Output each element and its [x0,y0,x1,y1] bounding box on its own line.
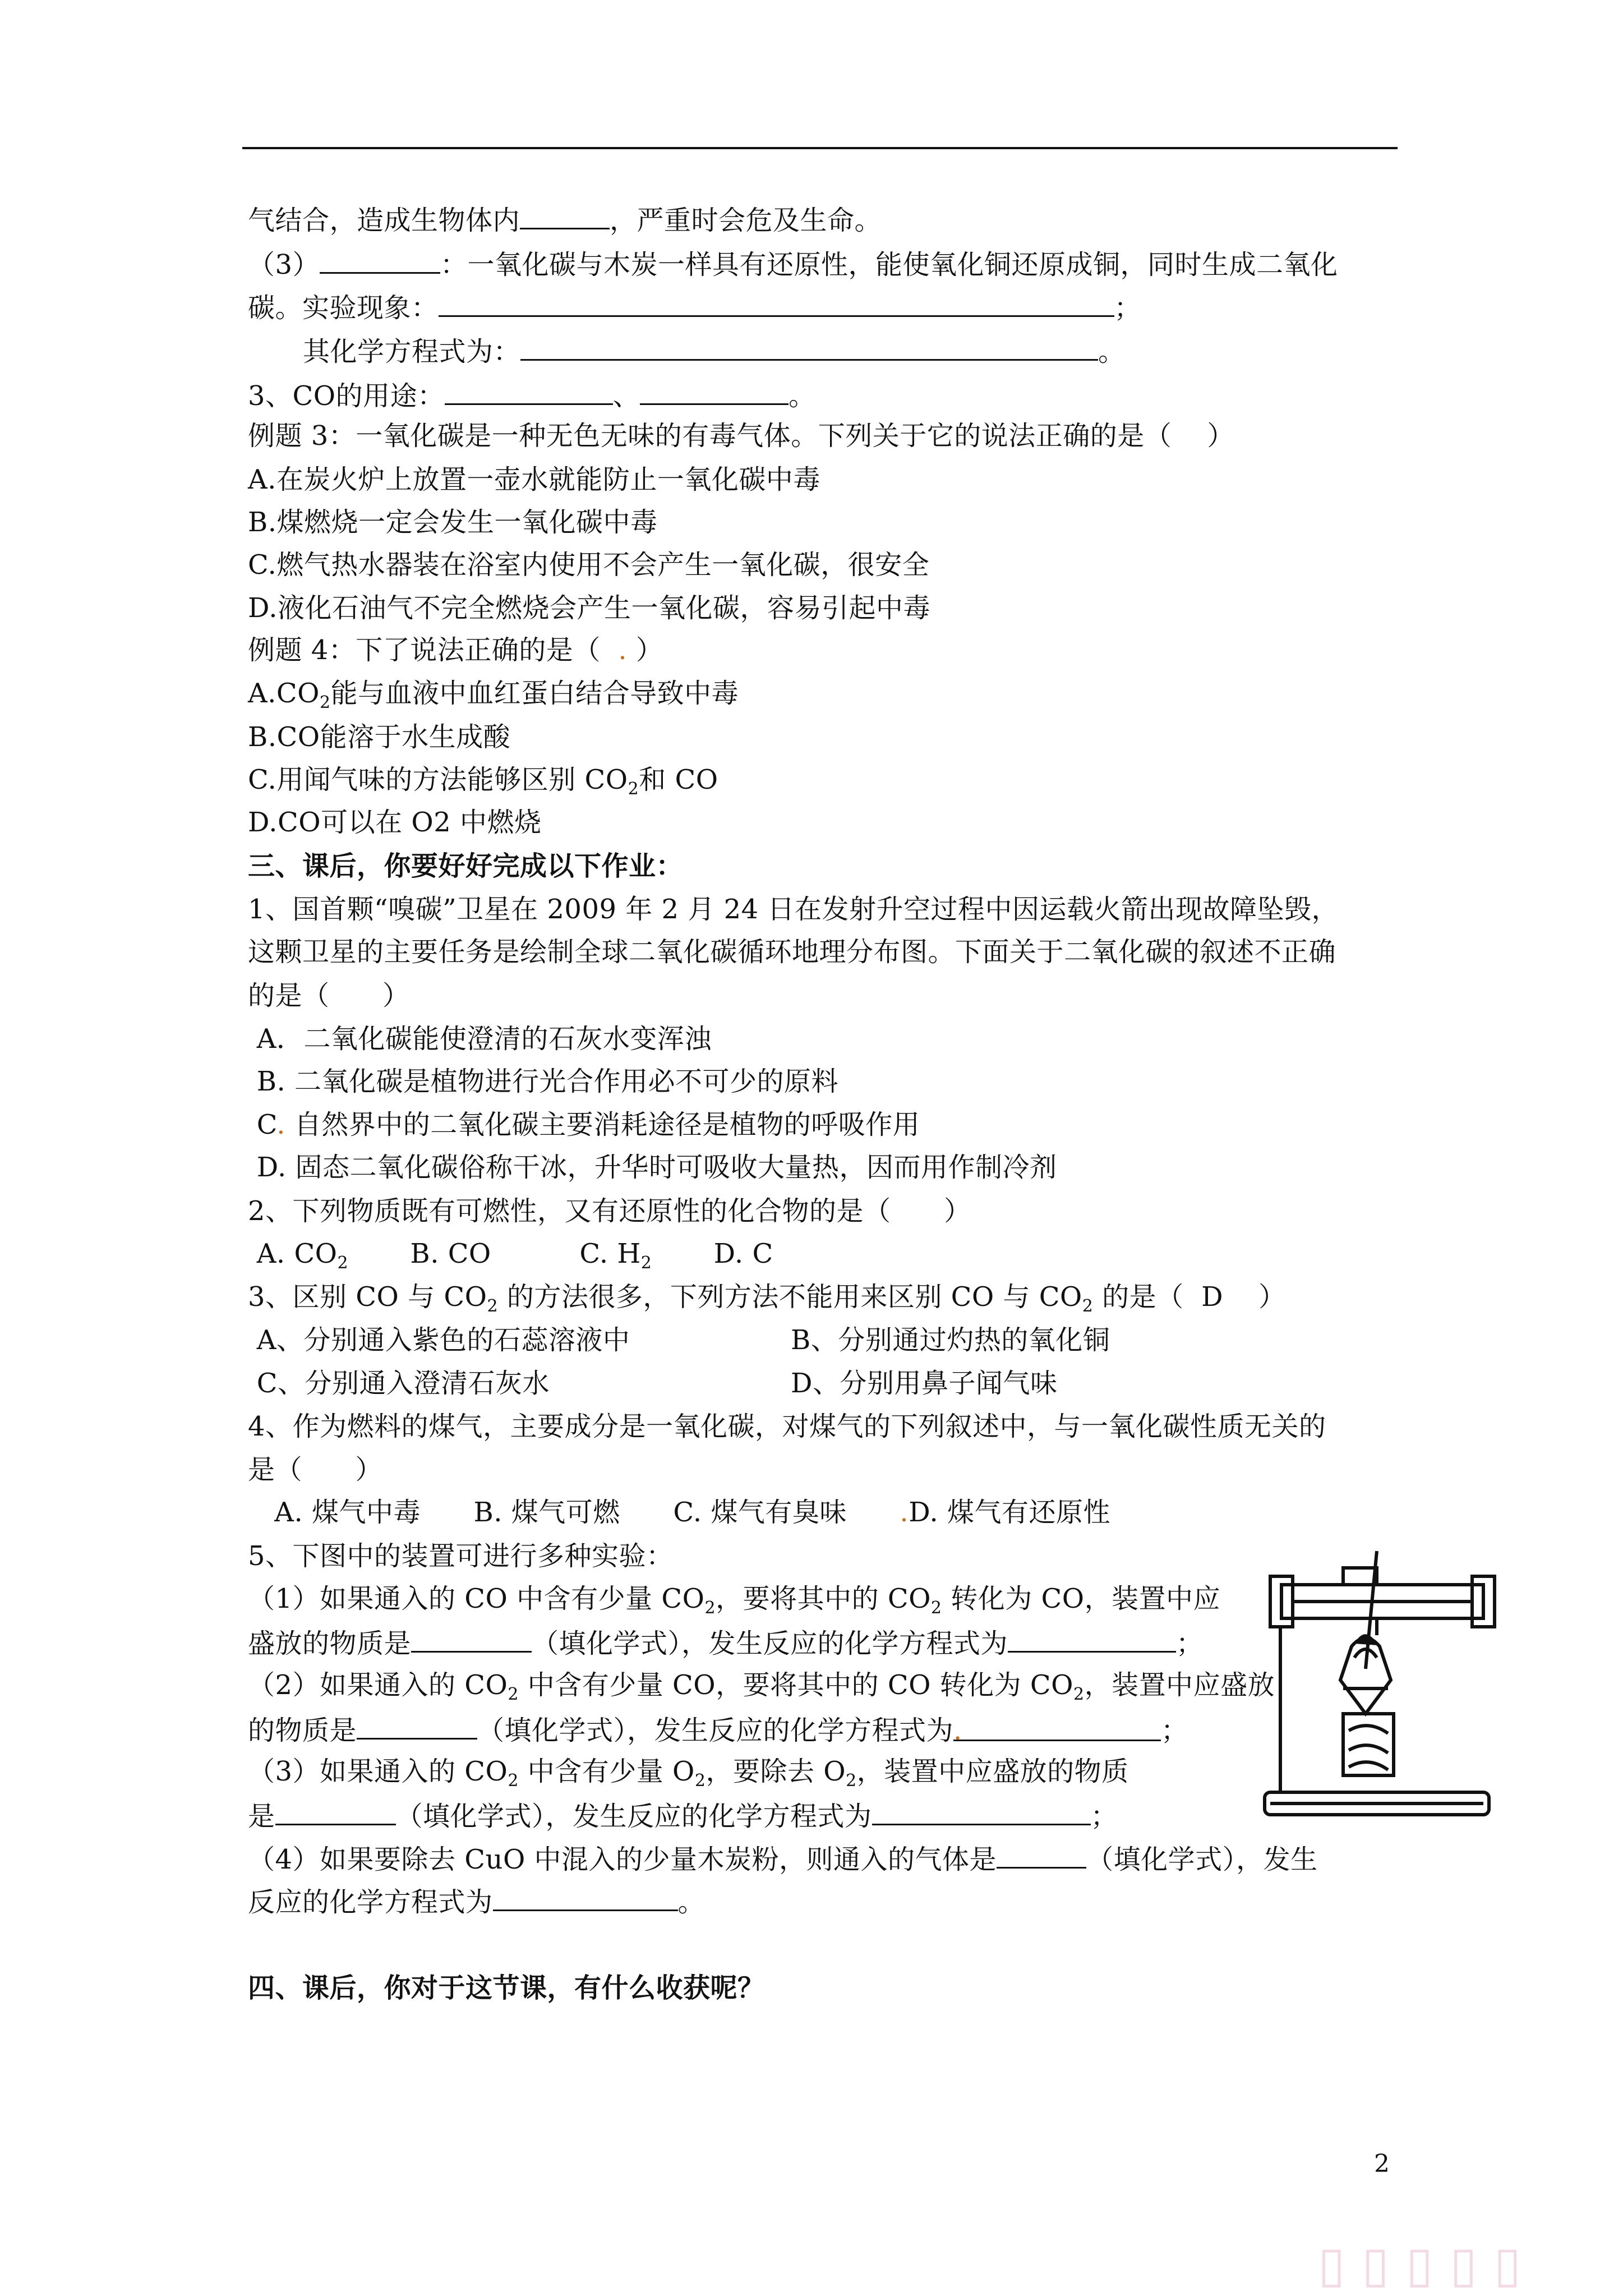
option-c: C.用闻气味的方法能够区别 $CO_2$和 CO [248,764,718,799]
question-5-part-3: （3）如果通入的 $CO_2$ 中含有少量 $O_2$，要除去 $O_2$，装置中应盛放的物质 [248,1756,1129,1791]
question-4: 4、作为燃料的煤气，主要成分是一氧化碳，对煤气的下列叙述中，与一氧化碳性质无关的 [248,1411,1326,1442]
option-b: B、分别通过灼热的氧化铜 [791,1324,1110,1356]
question-5: 5、下图中的装置可进行多种实验： [248,1540,674,1572]
answer-blank [275,1797,396,1825]
question-1-cont: 的是（ ） [248,980,410,1011]
section-heading: 四、课后，你对于这节课，有什么收获呢？ [248,1972,765,2004]
option-d: D.液化石油气不完全燃烧会产生一氧化碳，容易引起中毒 [248,592,931,624]
answer-blank [411,1624,532,1653]
option-c: C.燃气热水器装在浴室内使用不会产生一氧化碳，很安全 [248,549,930,581]
text-line: （3） ：一氧化碳与木炭一样具有还原性，能使氧化铜还原成铜，同时生成二氧化 [248,245,1338,283]
option-a: $A.CO_2$能与血液中血红蛋白结合导致中毒 [248,678,739,712]
answer-blank [640,376,789,405]
answer-blank [1008,1624,1176,1653]
question-5-part-2: （2）如果通入的 $CO_2$ 中含有少量 CO，要将其中的 CO 转化为 $CO_2$，装置中应盛放 [248,1669,1275,1704]
option-b: B.煤燃烧一定会发生一氧化碳中毒 [248,507,658,538]
question-5-part-3-cont: 是 （填化学式），发生反应的化学方程式为 ； [248,1797,1118,1834]
section-heading: 三、课后，你要好好完成以下作业： [248,850,684,882]
question-4-cont: 是（ ） [248,1454,383,1485]
answer-blank [357,1711,477,1740]
text-line: 其化学方程式为： 。 [303,332,1126,370]
option-ab: A、分别通入紫色的石蕊溶液中 [248,1324,630,1356]
answer-blank [439,288,1114,317]
option-d: D. 固态二氧化碳俗称干冰，升华时可吸收大量热，因而用作制冷剂 [248,1152,1057,1183]
question-1-cont: 这颗卫星的主要任务是绘制全球二氧化碳循环地理分布图。下面关于二氧化碳的叙述不正确 [248,936,1336,968]
question-5-part-1-cont: 盛放的物质是 （填化学式），发生反应的化学方程式为 ； [248,1624,1204,1662]
question-5-part-4: （4）如果要除去 CuO 中混入的少量木炭粉，则通入的气体是 （填化学式），发生 [248,1840,1318,1878]
option-d: D、分别用鼻子闻气味 [791,1368,1058,1399]
answer-blank [997,1840,1086,1869]
question-1: 1、国首颗“嗅碳”卫星在 2009 年 2 月 24 日在发射升空过程中因运载火箭出现故障坠毁， [248,894,1339,925]
option-a: A．二氧化碳能使澄清的石灰水变浑浊 [248,1023,712,1055]
watermark-logo: ▯▯▯▯▯ [1318,2235,1538,2293]
answer-blank [520,201,610,229]
question-5-part-4-cont: 反应的化学方程式为 。 [248,1883,705,1920]
option-a: A.在炭火炉上放置一壶水就能防止一氧化碳中毒 [248,464,820,495]
option-b: B.CO能溶于水生成酸 [248,721,511,753]
answer-blank [520,332,1098,361]
answer-blank [320,245,440,274]
header-rule [242,147,1398,149]
option-b: B. 二氧化碳是植物进行光合作用必不可少的原料 [248,1066,839,1097]
question-3: 3、区别 CO 与 $CO_2$ 的方法很多，下列方法不能用来区别 CO 与 $CO_2$ 的是（ D ） [248,1281,1286,1316]
page-number: 2 [1374,2150,1390,2178]
text-line: 气结合，造成生物体内 ，严重时会危及生命。 [248,201,882,238]
text-line: 碳。实验现象： ； [248,288,1141,326]
example-4-question: 例题 4：下了说法正确的是（ . ） [248,634,663,666]
answer-blank [493,1883,678,1911]
option-c: C. 自然界中的二氧化碳主要消耗途径是植物的呼吸作用 [248,1109,920,1140]
text-line: 3、CO的用途： 、 。 [248,376,816,414]
question-2-options: A. $CO_2$ B. CO C. $H_2$ D. C [248,1238,773,1273]
option-c: C、分别通入澄清石灰水 [248,1368,550,1399]
answer-blank [872,1797,1091,1825]
example-3-question: 例题 3：一氧化碳是一种无色无味的有毒气体。下列关于它的说法正确的是（ ） [248,420,1234,452]
option-d: D.CO可以在 O2 中燃烧 [248,807,542,838]
question-4-options: A. 煤气中毒 B. 煤气可燃 C. 煤气有臭味 .D. 煤气有还原性 [248,1497,1110,1528]
apparatus-figure [1259,1545,1500,1826]
question-2: 2、下列物质既有可燃性，又有还原性的化合物的是（ ） [248,1195,971,1227]
answer-blank: . [953,1713,1161,1741]
question-5-part-1: （1）如果通入的 CO 中含有少量 $CO_2$，要将其中的 $CO_2$ 转化为 CO，装置中应 [248,1583,1221,1618]
answer-blank [445,376,613,405]
question-5-part-2-cont: 的物质是 （填化学式），发生反应的化学方程式为. ； [248,1711,1188,1749]
